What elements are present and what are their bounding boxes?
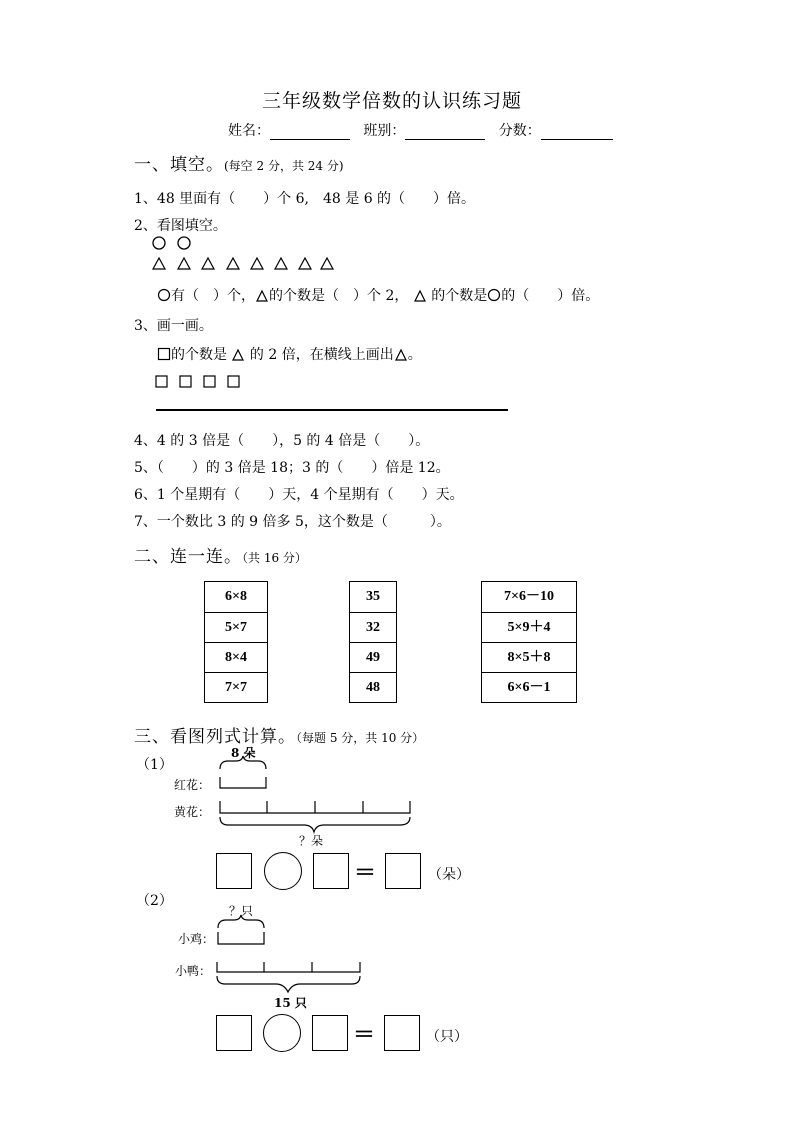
section3-heading — [134, 722, 424, 747]
question-5: 5、（ ）的 3 倍是 18；3 的（ ）倍是 12。 — [134, 460, 450, 476]
problem1-row2-label: 黄花： — [174, 805, 211, 819]
question-2-label: 2、看图填空。 — [134, 218, 227, 234]
problem2-unit: （只） — [426, 1029, 468, 1045]
question-4: 4、4 的 3 倍是（ ），5 的 4 倍是（ ）。 — [134, 433, 430, 449]
operator-circle[interactable] — [264, 852, 302, 890]
triangle-icon — [202, 258, 214, 269]
circles-row — [150, 234, 200, 252]
circle-icon — [153, 237, 165, 249]
match-item[interactable]: 48 — [350, 672, 396, 702]
section1-heading — [134, 150, 344, 175]
question-3-sentence — [157, 344, 422, 364]
triangle-icon — [275, 258, 287, 269]
match-column-right — [481, 581, 577, 703]
triangle-icon — [231, 347, 245, 361]
brace-icon — [220, 756, 266, 769]
square-icon — [228, 376, 239, 387]
square-icon — [180, 376, 191, 387]
q2-part4: 的（ ）倍。 — [501, 288, 600, 304]
class-label: 班别： — [363, 123, 406, 139]
problem2-diagram — [212, 914, 366, 996]
problem1-label: （1） — [136, 757, 173, 773]
answer-box[interactable] — [313, 853, 349, 889]
problem1-bottom-label: ？朵 — [299, 834, 324, 848]
problem2-label: （2） — [136, 893, 173, 909]
triangles-row — [150, 255, 340, 271]
match-item[interactable]: 5×7 — [205, 612, 267, 642]
answer-box[interactable] — [312, 1015, 348, 1051]
answer-box[interactable] — [216, 1015, 252, 1051]
bar-segment — [218, 932, 264, 944]
equals-sign: ＝ — [353, 1022, 376, 1048]
triangle-icon — [321, 258, 333, 269]
problem1-row1-label: 红花： — [174, 778, 211, 792]
answer-box[interactable] — [384, 1015, 420, 1051]
triangle-icon — [413, 288, 427, 302]
section2-title: 二、连一连。 — [134, 547, 242, 567]
header-fields — [228, 120, 613, 140]
page-title: 三年级数学倍数的认识练习题 — [262, 90, 523, 112]
squares-row — [154, 374, 246, 390]
bar-segment — [220, 777, 266, 788]
bar-segment — [217, 962, 360, 972]
problem1-diagram — [214, 755, 418, 835]
brace-icon — [217, 976, 360, 992]
q2-part3: 的个数是 — [431, 288, 488, 304]
match-item[interactable]: 32 — [350, 612, 396, 642]
problem1-unit: （朵） — [428, 867, 470, 883]
triangle-icon — [394, 347, 408, 361]
problem1-top-label: 8 朵 — [231, 746, 256, 760]
section1-note: (每空 2 分，共 24 分) — [224, 159, 344, 173]
section1-title: 一、填空。 — [134, 155, 224, 175]
section3-title: 三、看图列式计算。 — [134, 727, 296, 747]
score-field[interactable] — [541, 139, 613, 140]
match-column-middle — [349, 581, 397, 703]
question-2-sentence — [157, 285, 599, 305]
triangle-icon — [251, 258, 263, 269]
drawing-line[interactable] — [156, 409, 508, 411]
problem2-row1-label: 小鸡： — [178, 932, 215, 946]
section3-note: （每题 5 分，共 10 分） — [296, 731, 425, 745]
match-item[interactable]: 35 — [366, 589, 380, 604]
equals-sign: ＝ — [354, 860, 377, 886]
match-column-left — [204, 581, 268, 703]
match-item[interactable]: 8×5＋8 — [482, 642, 576, 672]
problem2-bottom-label: 15 只 — [274, 996, 307, 1010]
section2-note: （共 16 分） — [242, 551, 307, 565]
q2-part2: 的个数是（ ）个 2， — [269, 288, 409, 304]
circle-icon — [157, 288, 171, 302]
class-field[interactable] — [405, 139, 485, 140]
triangle-icon — [178, 258, 190, 269]
triangle-icon — [299, 258, 311, 269]
triangle-icon — [255, 288, 269, 302]
circle-icon — [178, 237, 190, 249]
name-label: 姓名： — [228, 123, 270, 139]
q3-part2: 的 2 倍，在横线上画出 — [249, 347, 394, 363]
problem2-row2-label: 小鸭： — [175, 964, 212, 978]
question-1: 1、48 里面有（ ）个 6, 48 是 6 的（ ）倍。 — [134, 191, 476, 207]
match-item[interactable]: 7×6－10 — [504, 589, 554, 604]
question-3-label: 3、画一画。 — [134, 318, 213, 334]
question-7: 7、一个数比 3 的 9 倍多 5，这个数是（ ）。 — [134, 514, 451, 530]
triangle-icon — [227, 258, 239, 269]
problem2-top-label: ？只 — [229, 904, 254, 918]
q2-part1: 有（ ）个， — [171, 288, 255, 304]
operator-circle[interactable] — [263, 1014, 301, 1052]
square-icon — [157, 347, 171, 361]
name-field[interactable] — [270, 139, 350, 140]
answer-box[interactable] — [385, 853, 421, 889]
q3-part3: 。 — [407, 347, 422, 363]
match-item[interactable]: 7×7 — [205, 672, 267, 702]
square-icon — [204, 376, 215, 387]
score-label: 分数： — [498, 123, 541, 139]
match-item[interactable]: 5×9＋4 — [482, 612, 576, 642]
triangle-icon — [153, 258, 165, 269]
brace-icon — [218, 915, 264, 928]
match-item[interactable]: 6×6－1 — [482, 672, 576, 702]
q3-part1: 的个数是 — [171, 347, 227, 363]
section2-heading — [134, 542, 307, 567]
question-6: 6、1 个星期有（ ）天，4 个星期有（ ）天。 — [134, 487, 464, 503]
brace-icon — [220, 817, 410, 832]
match-item[interactable]: 8×4 — [205, 642, 267, 672]
circle-icon — [487, 288, 501, 302]
answer-box[interactable] — [216, 853, 252, 889]
match-item[interactable]: 49 — [350, 642, 396, 672]
match-item[interactable]: 6×8 — [225, 589, 247, 604]
square-icon — [156, 376, 167, 387]
